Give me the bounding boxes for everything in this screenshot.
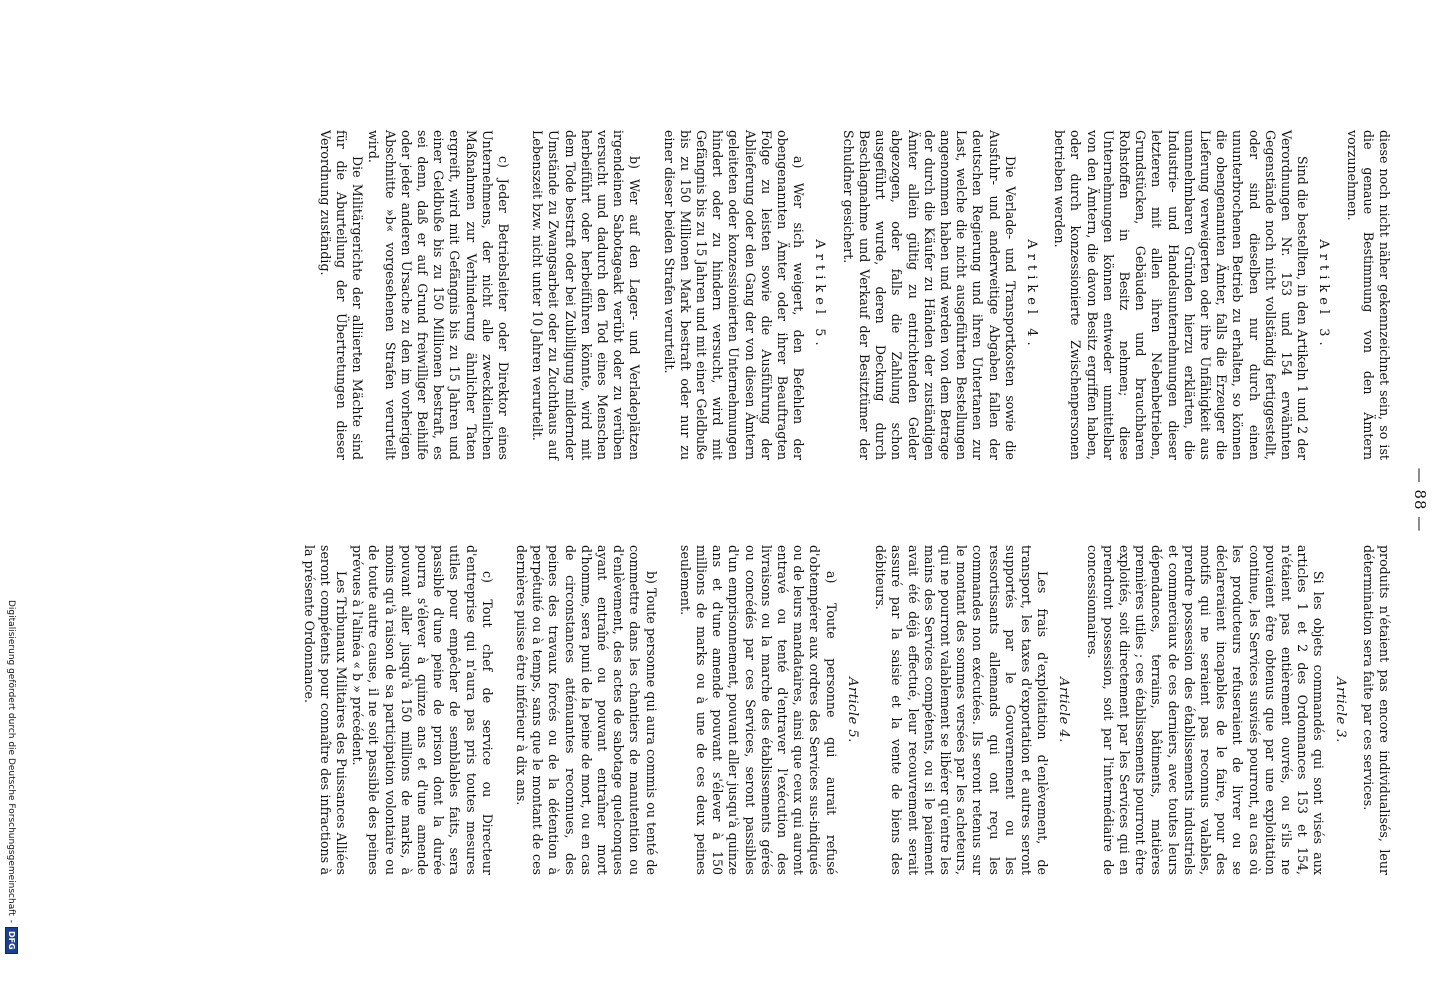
german-article-5-c: c) Jeder Betriebsleiter oder Direktor eines Unternehmens, der nicht alle zweckdienlichen Maßnahmen zur Verhinderung ähnlicher Taten ergreift, wird mit Gefängnis bis zu 15 Jahren und einer Geldbuße bis zu 150 Millionen bestraft, es sei denn, daß er auf Grund freiwilliger Beihilfe oder jeder anderen Ursache zu den im vorherigen Abschnitte »b« vorgesehenen Strafen verurteilt wird. [366, 130, 512, 460]
german-article-5-a: a) Wer sich weigert, den Befehlen der obengenannten Ämter oder ihrer Beauftragten Folge zu leisten sowie die Ausführung der Ablieferung oder den Gang der von diesen Ämtern geleiteten oder konzessionierten Unternehmungen hindert oder zu hindern versucht, wird mit Gefängnis bis zu 15 Jahren und mit einer Geldbuße bis zu 150 Millionen Mark bestraft oder nur zu einer dieser beiden Strafen verurteilt. [661, 130, 807, 460]
digitization-credit: Digitalisierung gefördert durch die Deutsche Forschungsgemeinschaft - DFG [5, 600, 18, 954]
french-article-4-heading: Article 4. [1056, 677, 1072, 743]
french-article-5-c: c) Tout chef de service ou Directeur d'entreprise qui n'aura pas pris toutes mesures utiles pour empêcher de semblables faits, sera passible d'une peine de prison dont la durée pourra s'élever à quinze ans et d'une amende pouvant aller jusqu'à 150 millions de marks, à moins qu'à raison de sa participation volontaire ou de toute autre cause, il ne soit passible des peines prévues à l'alinéa « b » précédent. [350, 545, 495, 875]
french-article-3-heading: Article 3. [1332, 677, 1348, 743]
french-article-5-b: b) Toute personne qui aura commis ou tenté de commettre dans les chantiers de manutention ou d'enlèvement, des actes de sabotage quelconques ayant entraîné ou pouvant entraîner mort d'homme, sera puni de la peine de mort, ou en cas de circonstances atténuantes reconnues, des peines des travaux forcés ou de la détention à perpétuité ou à temps, sans que le montant de ces dernières puisse être inférieur à dix ans. [514, 545, 659, 875]
german-closing-text: Die Militärgerichte der alliierten Mächte sind für die Aburteilung der Übertretungen dieser Verordnung zuständig. [317, 130, 366, 460]
french-lead-text: produits n'étaient pas encore individualisés, leur détermination sera faite par ces services. [1360, 545, 1392, 875]
dfg-logo: DFG [5, 927, 18, 954]
german-lead-text: diese noch nicht näher gekennzeichnet sein, so ist die genaue Bestimmung von den Ämtern vorzunehmen. [1344, 130, 1392, 460]
german-column [317, 130, 1392, 460]
credit-text: Digitalisierung gefördert durch die Deutsche Forschungsgemeinschaft [6, 600, 17, 916]
french-article-5-a: a) Toute personne qui aurait refusé d'obtempérer aux ordres des Services sus-indiqués ou de leurs mandataires, ainsi que ceux qui auront entravé ou tenté d'entraver l'exécution des livraisons ou la marche des établissements gérés ou concédés par ces Services, seront passibles d'un emprisonnement, pouvant aller jusqu'à quinze ans et d'une amende pouvant s'élever à 150 millions de marks ou à une de ces deux peines seulement. [677, 545, 839, 875]
german-article-4-heading: Artikel 4. [1023, 239, 1039, 351]
french-article-3-text: Si les objets commandés qui sont visés aux articles 1 et 2 des Ordonnances 153 et 154, n'étaient pas entièrement ouvrés, ou s'ils ne pouvaient être obtenus que par une exploitation continue, les Services susvisés pourront, au cas où les producteurs refuseraient de livrer ou se déclareraient incapables de le faire, pour des motifs qui ne seraient pas reconnus valables, prendre possession des établissements industriels et commerciaux de ces derniers, avec toutes leurs dépendances, terrains, bâtiments, matières premières utiles ; ces établissements pourront être exploités, soit directement par les Services qui en prendront possession, soit par l'intermédiaire de concessionnaires. [1084, 545, 1327, 875]
french-article-4-text: Les frais d'exploitation d'enlèvement, de transport, les taxes d'exportation et autres seront supportés par le Gouvernement ou les ressortissants allemands qui ont reçu les commandes non exécutées. Ils seront retenus sur le montant des sommes versées par les acheteurs, qui ne pourront valablement se libérer qu'entre les mains des Services compétents, ou si le paiement avait été déjà effectué, leur recouvrement serait assuré par la saisie et la vente de biens des débiteurs. [873, 545, 1051, 875]
french-article-5-heading: Article 5. [844, 677, 860, 743]
german-article-3-text: Sind die bestellten, in den Artikeln 1 und 2 der Verordnungen Nr. 153 und 154 erwähnten Gegenstände noch nicht vollständig fertiggestellt, oder sind dieselben nur durch einen ununterbrochenen Betrieb zu erhalten, so können die obengenannten Ämter, falls die Erzeuger die Lieferung verweigerten oder ihre Unfähigkeit aus unannehmbaren Gründen hierzu erklärten, die Industrie- und Handelsunternehmungen dieser letzteren mit allen ihren Nebenbetrieben, Grundstücken, Gebäuden und brauchbaren Rohstoffen in Besitz nehmen; diese Unternehmungen können entweder unmittelbar von den Ämtern, die davon Besitz ergriffen haben, oder durch konzessionierte Zwischenpersonen betrieben werden. [1052, 130, 1311, 460]
french-column [300, 545, 1392, 875]
page-number: — 88 — [1411, 467, 1429, 533]
german-article-5-heading: Artikel 5. [812, 239, 828, 351]
german-article-3-heading: Artikel 3. [1316, 239, 1332, 351]
french-closing-text: Les Tribunaux Militaires des Puissances Alliées seront compétents pour connaître des infractions à la présente Ordonnance. [301, 545, 350, 875]
german-article-5-b: b) Wer auf den Lager- und Verladeplätzen irgendeinen Sabotageakt verübt oder zu verüben versucht und dadurch den Tod eines Menschen herbeiführt oder herbeiführen könnte, wird mit dem Tode bestraft oder bei Zubilligung mildernder Umstände zu Zwangsarbeit oder zu Zuchthaus auf Lebenszeit bzw. nicht unter 10 Jahren verurteilt. [530, 130, 643, 460]
german-article-4-text: Die Verlade- und Transportkosten sowie die Ausfuhr- und anderweitige Abgaben fallen der deutschen Regierung und ihren Untertanen zur Last, welche die nicht ausgeführten Bestellungen angenommen haben und werden von dem Betrage der durch die Käufer zu Händen der zuständigen Ämter allein gültig zu entrichtenden Gelder abgezogen, oder falls die Zahlung schon ausgeführt wurde, deren Deckung durch Beschlagnahme und Verkauf der Besitztümer der Schuldner gesichert. [840, 130, 1018, 460]
